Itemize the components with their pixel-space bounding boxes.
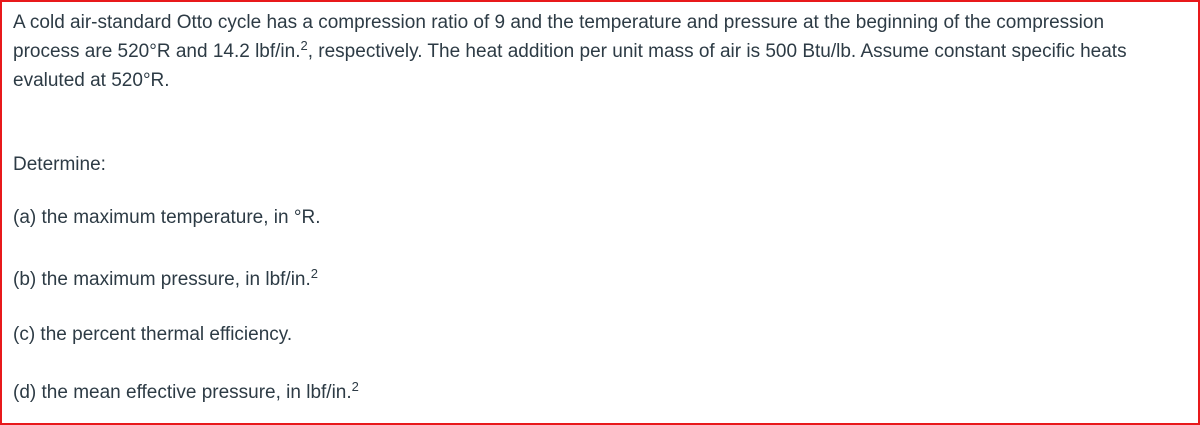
part-b-superscript: 2 <box>310 266 318 281</box>
part-b <box>13 268 318 292</box>
part-d-superscript: 2 <box>351 379 359 394</box>
superscript-squared: 2 <box>300 38 308 53</box>
problem-line-2-text: process are 520°R and 14.2 lbf/in. <box>13 41 301 62</box>
problem-statement <box>13 8 1193 95</box>
determine-heading: Determine: <box>13 154 106 175</box>
part-d <box>13 381 359 405</box>
part-d-text: (d) the mean effective pressure, in lbf/in. <box>13 382 352 403</box>
problem-line-2-rest: , respectively. The heat addition per unit mass of air is 500 Btu/lb. Assume constant specific heats <box>307 41 1127 62</box>
part-c: (c) the percent thermal efficiency. <box>13 324 293 345</box>
problem-line-1: A cold air-standard Otto cycle has a compression ratio of 9 and the temperature and pressure at the beginning of the compression <box>13 12 1105 33</box>
problem-line-2 <box>13 37 1193 66</box>
problem-line-3: evaluted at 520°R. <box>13 70 170 91</box>
part-a: (a) the maximum temperature, in °R. <box>13 207 321 228</box>
part-b-text: (b) the maximum pressure, in lbf/in. <box>13 269 311 290</box>
